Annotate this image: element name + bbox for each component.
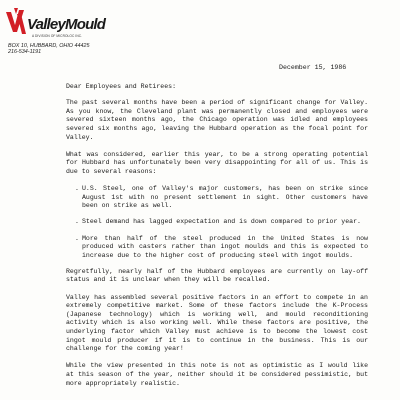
paragraph-layoff: Regretfully, nearly half of the Hubbard employees are currently on lay-off status and it is unclear when they will be recalled. bbox=[66, 267, 368, 284]
address-line: BOX 10, HUBBARD, OHIO 44425 bbox=[8, 43, 90, 49]
company-address bbox=[8, 43, 126, 56]
paragraph-changes: The past several months have been a period of significant change for Valley. As you know, the Cleveland plant was permanently closed and employees were severed sixteen months ago, the Chicago operation was idled and employees severed six months ago, leaving the Hubbard operation as the focal point for Valley. bbox=[66, 99, 368, 141]
company-name: ValleyMould bbox=[27, 16, 106, 33]
bullet-dot: . bbox=[75, 218, 79, 226]
list-item bbox=[66, 235, 368, 261]
division-line: A DIVISION OF MICROLOC INC. bbox=[32, 34, 83, 38]
phone-number: 216-534-1191 bbox=[8, 49, 42, 56]
salutation: Dear Employees and Retirees: bbox=[66, 83, 177, 90]
paragraph-potential: What was considered, earlier this year, to be a strong operating potential for Hubbard has unfortunately been very disappointing for all of us. This is due to several reasons: bbox=[66, 150, 368, 175]
reason-text: U.S. Steel, one of Valley's major customers, has been on strike since August 1st with no present settlement in sight. Other customers have been on strike as well. bbox=[82, 185, 368, 210]
paragraph-outlook: While the view presented in this note is not as optimistic as I would like at this season of the year, neither should it be considered pessimistic, but more appropriately realistic. bbox=[66, 362, 368, 387]
list-item bbox=[66, 185, 368, 211]
paragraph-factors: Valley has assembled several positive factors in an effort to compete in an extremely competitive market. Some of these factors include the K-Process (Japanese technology) which is working well, and mould reconditioning activity which is also working well. While these factors are positive, the underlying factor which Valley must achieve is to become the lowest cost ingot mould producer if it is to continue in the business. This is our challenge for the coming year! bbox=[66, 293, 368, 353]
valley-mould-logo-icon bbox=[6, 8, 26, 34]
reasons-list bbox=[66, 185, 368, 260]
reason-text: Steel demand has lagged expectation and is down compared to prior year. bbox=[82, 218, 361, 226]
letter-body bbox=[66, 83, 368, 397]
company-logo bbox=[6, 6, 126, 34]
bullet-dot: . bbox=[75, 234, 79, 242]
letter-date: December 15, 1986 bbox=[279, 64, 347, 71]
list-item bbox=[66, 218, 368, 227]
reason-text: More than half of the steel produced in the United States is now produced with casters rather than ingot moulds and this is expected to increase due to the higher cost of producing steel with ingot moulds. bbox=[82, 234, 368, 259]
bullet-dot: . bbox=[75, 185, 79, 193]
letterhead bbox=[6, 6, 126, 56]
